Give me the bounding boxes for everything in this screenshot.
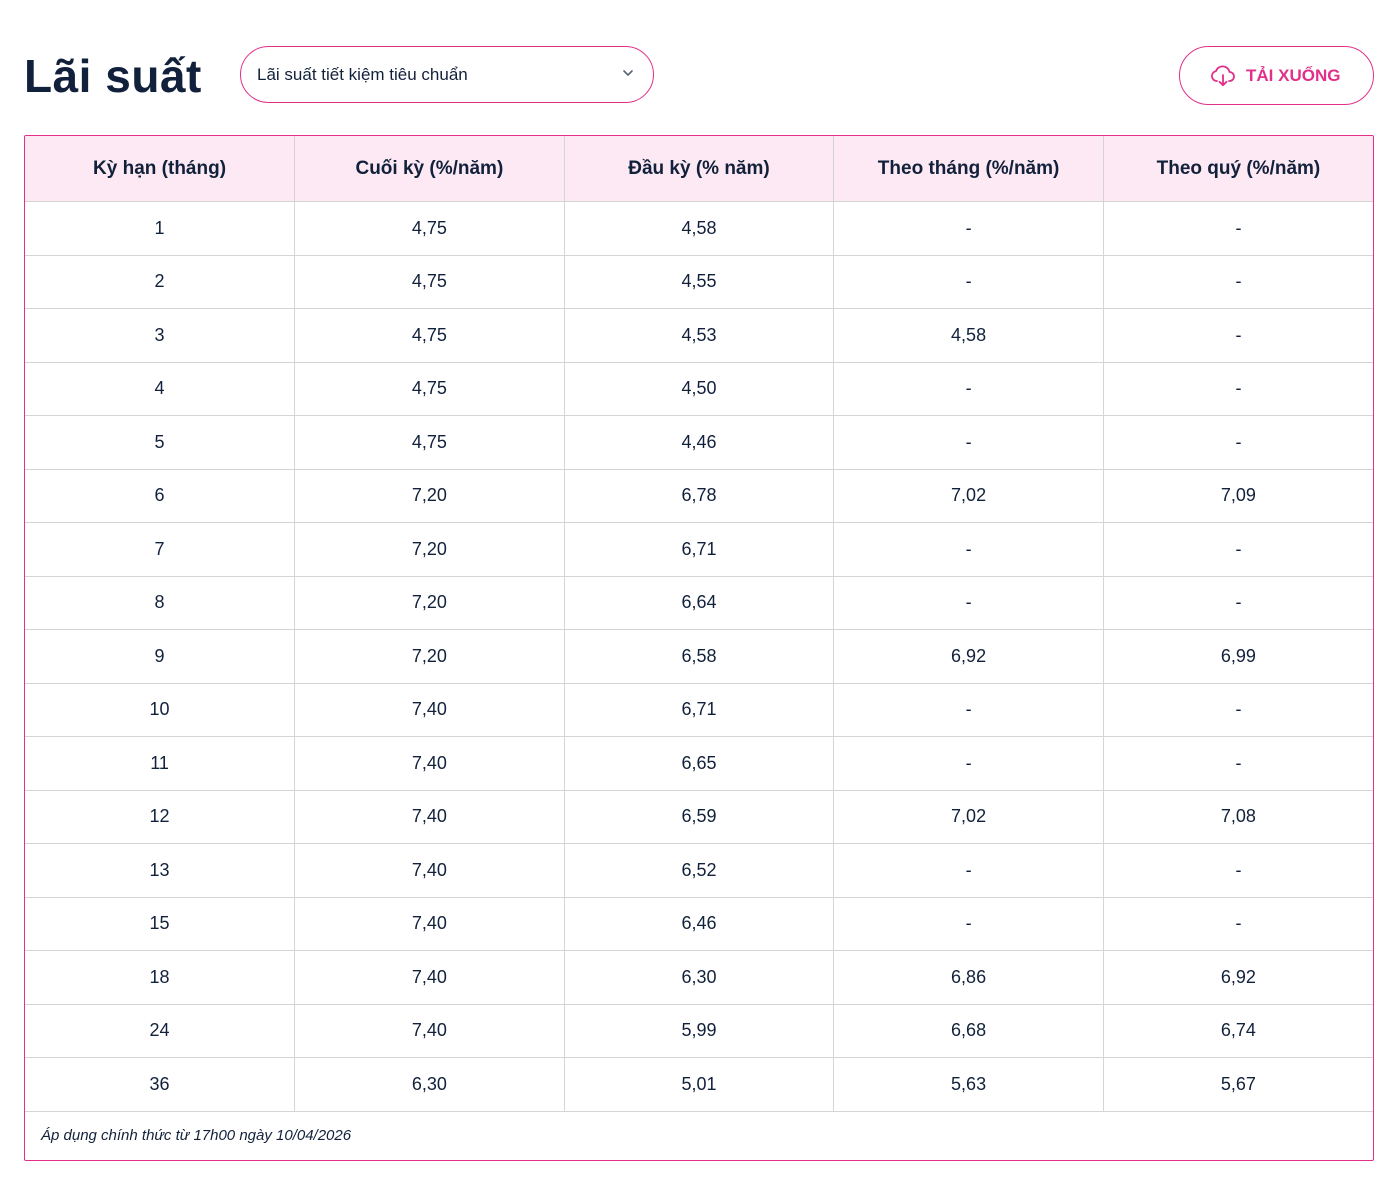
table-cell-end-of-term: 7,40 xyxy=(295,951,565,1005)
table-cell-term: 8 xyxy=(25,576,295,630)
table-cell-beginning-of-term: 4,50 xyxy=(564,362,834,416)
table-cell-term: 18 xyxy=(25,951,295,1005)
table-cell-term: 2 xyxy=(25,255,295,309)
rate-type-select[interactable] xyxy=(240,46,654,103)
table-cell-term: 36 xyxy=(25,1058,295,1112)
table-row xyxy=(25,309,1373,363)
table-cell-term: 6 xyxy=(25,469,295,523)
table-cell-quarterly: - xyxy=(1103,523,1373,577)
table-cell-quarterly: - xyxy=(1103,737,1373,791)
table-cell-end-of-term: 7,20 xyxy=(295,469,565,523)
table-row xyxy=(25,362,1373,416)
table-cell-end-of-term: 7,20 xyxy=(295,523,565,577)
table-cell-monthly: 4,58 xyxy=(834,309,1104,363)
table-cell-monthly: - xyxy=(834,683,1104,737)
table-cell-beginning-of-term: 6,64 xyxy=(564,576,834,630)
table-cell-quarterly: - xyxy=(1103,362,1373,416)
table-cell-end-of-term: 4,75 xyxy=(295,416,565,470)
table-cell-quarterly: - xyxy=(1103,255,1373,309)
table-cell-term: 13 xyxy=(25,844,295,898)
table-cell-term: 7 xyxy=(25,523,295,577)
table-cell-monthly: - xyxy=(834,202,1104,256)
table-cell-end-of-term: 4,75 xyxy=(295,255,565,309)
column-header-beginning-of-term: Đầu kỳ (% năm) xyxy=(564,136,834,202)
table-cell-quarterly: - xyxy=(1103,576,1373,630)
table-row xyxy=(25,469,1373,523)
table-cell-term: 24 xyxy=(25,1004,295,1058)
table-cell-beginning-of-term: 6,78 xyxy=(564,469,834,523)
table-cell-monthly: 6,86 xyxy=(834,951,1104,1005)
download-button[interactable] xyxy=(1179,46,1374,105)
table-cell-monthly: 6,68 xyxy=(834,1004,1104,1058)
table-row xyxy=(25,630,1373,684)
table-cell-end-of-term: 6,30 xyxy=(295,1058,565,1112)
table-cell-beginning-of-term: 4,55 xyxy=(564,255,834,309)
table-cell-term: 11 xyxy=(25,737,295,791)
table-cell-monthly: - xyxy=(834,362,1104,416)
column-header-monthly: Theo tháng (%/năm) xyxy=(834,136,1104,202)
table-cell-end-of-term: 7,40 xyxy=(295,737,565,791)
table-cell-quarterly: - xyxy=(1103,897,1373,951)
table-cell-beginning-of-term: 6,59 xyxy=(564,790,834,844)
table-cell-quarterly: 7,08 xyxy=(1103,790,1373,844)
table-row xyxy=(25,844,1373,898)
table-cell-beginning-of-term: 5,99 xyxy=(564,1004,834,1058)
table-row xyxy=(25,416,1373,470)
column-header-term: Kỳ hạn (tháng) xyxy=(25,136,295,202)
table-cell-beginning-of-term: 5,01 xyxy=(564,1058,834,1112)
effective-date-note: Áp dụng chính thức từ 17h00 ngày 10/04/2026 xyxy=(41,1127,352,1144)
chevron-down-icon xyxy=(621,66,635,80)
table-cell-end-of-term: 4,75 xyxy=(295,309,565,363)
cloud-download-icon xyxy=(1210,64,1236,88)
page-title: Lãi suất xyxy=(24,50,202,102)
table-cell-term: 1 xyxy=(25,202,295,256)
table-row xyxy=(25,1004,1373,1058)
table-cell-beginning-of-term: 6,30 xyxy=(564,951,834,1005)
table-cell-quarterly: - xyxy=(1103,844,1373,898)
table-row xyxy=(25,790,1373,844)
table-cell-beginning-of-term: 4,58 xyxy=(564,202,834,256)
table-row xyxy=(25,523,1373,577)
table-cell-monthly: - xyxy=(834,737,1104,791)
table-cell-end-of-term: 7,40 xyxy=(295,683,565,737)
table-body xyxy=(25,202,1373,1112)
column-header-quarterly: Theo quý (%/năm) xyxy=(1103,136,1373,202)
table-cell-quarterly: - xyxy=(1103,309,1373,363)
table-cell-monthly: - xyxy=(834,844,1104,898)
rate-type-select-value: Lãi suất tiết kiệm tiêu chuẩn xyxy=(257,65,468,84)
table-cell-end-of-term: 7,20 xyxy=(295,630,565,684)
table-cell-monthly: - xyxy=(834,416,1104,470)
table-cell-beginning-of-term: 4,46 xyxy=(564,416,834,470)
table-cell-end-of-term: 7,40 xyxy=(295,844,565,898)
table-cell-term: 3 xyxy=(25,309,295,363)
table-cell-monthly: 7,02 xyxy=(834,469,1104,523)
column-header-end-of-term: Cuối kỳ (%/năm) xyxy=(295,136,565,202)
table-cell-end-of-term: 4,75 xyxy=(295,202,565,256)
table-cell-end-of-term: 7,20 xyxy=(295,576,565,630)
interest-rate-table xyxy=(24,135,1374,1161)
table-row xyxy=(25,897,1373,951)
table-row xyxy=(25,576,1373,630)
table-cell-monthly: 5,63 xyxy=(834,1058,1104,1112)
page-header xyxy=(24,46,1374,105)
table-cell-beginning-of-term: 4,53 xyxy=(564,309,834,363)
table-cell-term: 4 xyxy=(25,362,295,416)
table-row xyxy=(25,737,1373,791)
table-cell-beginning-of-term: 6,71 xyxy=(564,523,834,577)
table-cell-quarterly: 5,67 xyxy=(1103,1058,1373,1112)
rate-table xyxy=(25,136,1373,1112)
table-cell-quarterly: 6,74 xyxy=(1103,1004,1373,1058)
table-cell-quarterly: 7,09 xyxy=(1103,469,1373,523)
table-cell-monthly: 6,92 xyxy=(834,630,1104,684)
table-cell-quarterly: - xyxy=(1103,683,1373,737)
table-cell-monthly: - xyxy=(834,897,1104,951)
table-cell-quarterly: - xyxy=(1103,202,1373,256)
table-cell-quarterly: 6,92 xyxy=(1103,951,1373,1005)
table-cell-end-of-term: 4,75 xyxy=(295,362,565,416)
table-cell-quarterly: - xyxy=(1103,416,1373,470)
table-cell-monthly: - xyxy=(834,576,1104,630)
table-cell-term: 5 xyxy=(25,416,295,470)
table-cell-monthly: - xyxy=(834,523,1104,577)
table-row xyxy=(25,1058,1373,1112)
table-cell-term: 9 xyxy=(25,630,295,684)
table-cell-term: 12 xyxy=(25,790,295,844)
table-cell-quarterly: 6,99 xyxy=(1103,630,1373,684)
table-cell-beginning-of-term: 6,46 xyxy=(564,897,834,951)
table-cell-monthly: - xyxy=(834,255,1104,309)
table-cell-end-of-term: 7,40 xyxy=(295,897,565,951)
table-row xyxy=(25,255,1373,309)
table-cell-monthly: 7,02 xyxy=(834,790,1104,844)
table-cell-beginning-of-term: 6,65 xyxy=(564,737,834,791)
table-cell-end-of-term: 7,40 xyxy=(295,790,565,844)
table-row xyxy=(25,202,1373,256)
table-cell-beginning-of-term: 6,58 xyxy=(564,630,834,684)
table-cell-end-of-term: 7,40 xyxy=(295,1004,565,1058)
table-cell-term: 15 xyxy=(25,897,295,951)
table-row xyxy=(25,683,1373,737)
table-cell-beginning-of-term: 6,52 xyxy=(564,844,834,898)
download-button-label: TẢI XUỐNG xyxy=(1246,66,1341,85)
table-header-row xyxy=(25,136,1373,202)
table-cell-beginning-of-term: 6,71 xyxy=(564,683,834,737)
table-row xyxy=(25,951,1373,1005)
table-cell-term: 10 xyxy=(25,683,295,737)
